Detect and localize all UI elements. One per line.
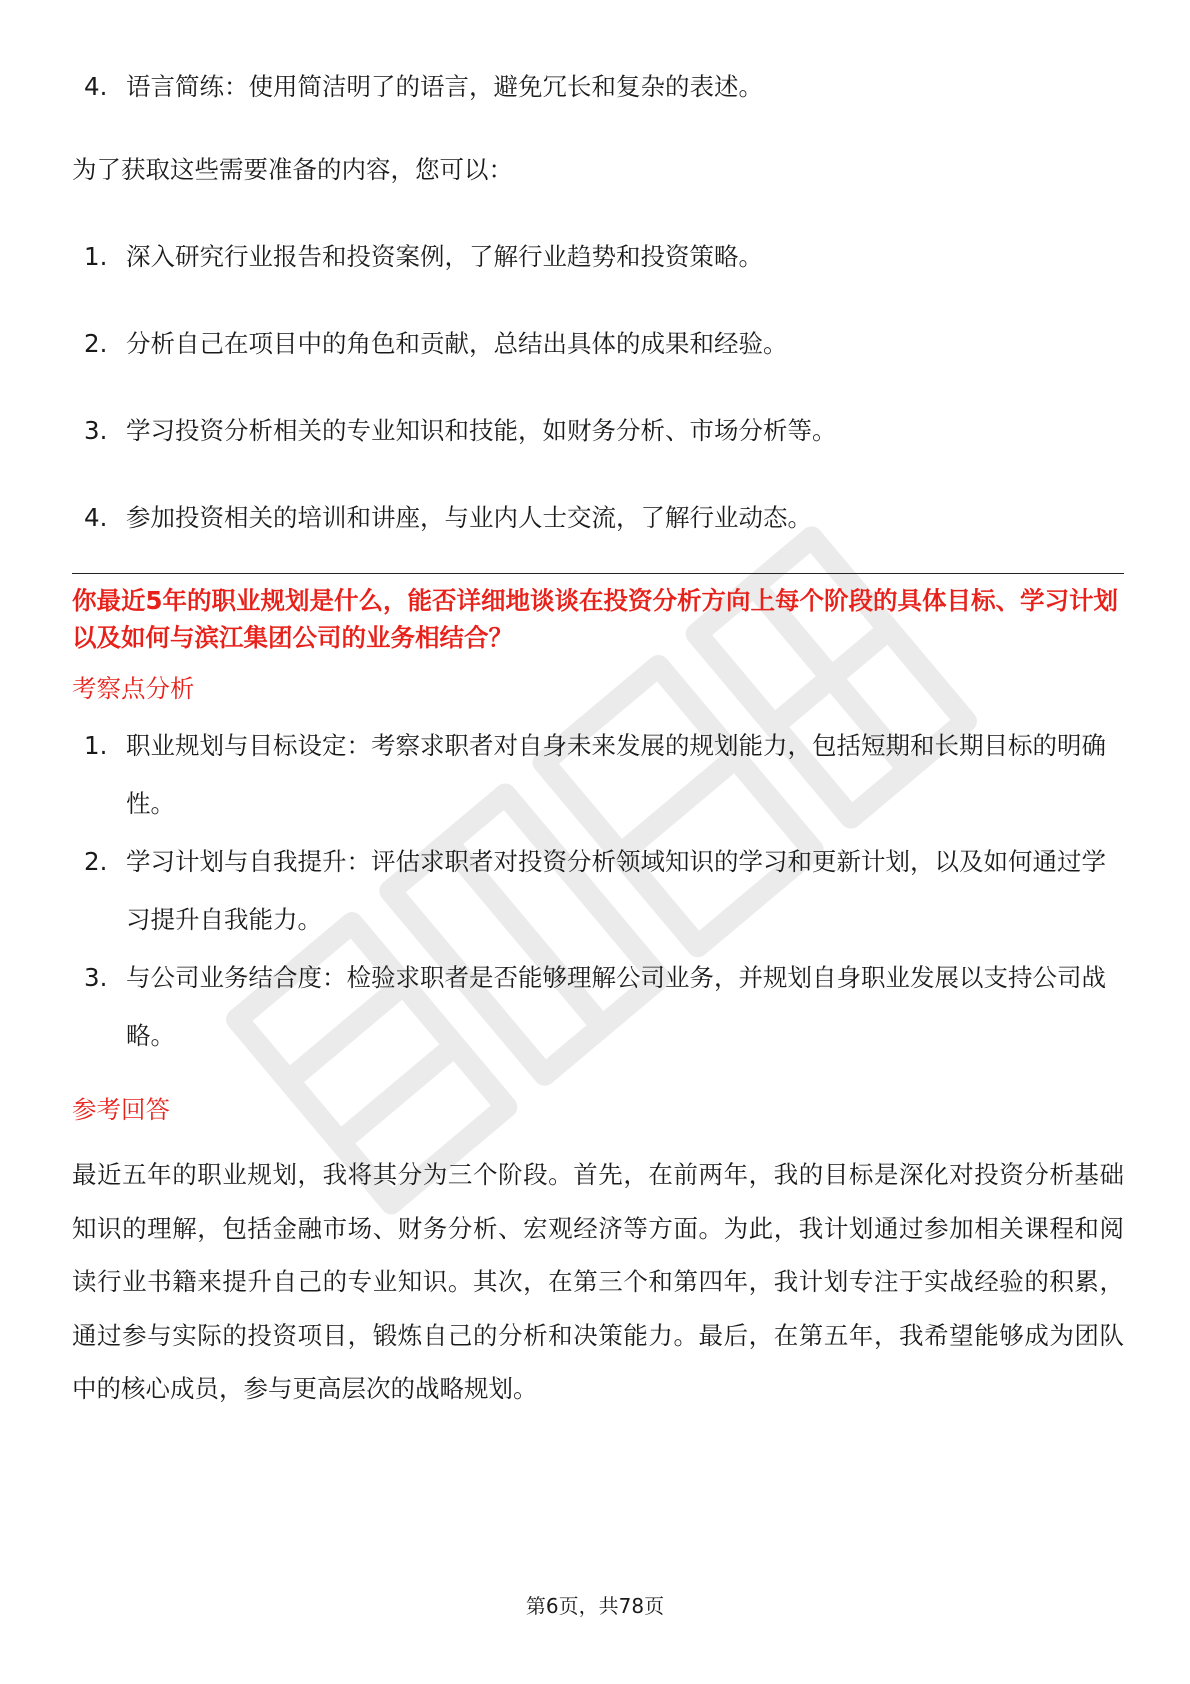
list-item: [72, 58, 1124, 116]
preparation-list: [72, 228, 1124, 547]
list-number: 2.: [84, 847, 108, 876]
list-number: 1.: [84, 242, 108, 271]
list-item: [72, 949, 1124, 1065]
list-text: 与公司业务结合度：检验求职者是否能够理解公司业务，并规划自身职业发展以支持公司战略。: [126, 963, 1106, 1050]
list-number: 3.: [84, 963, 108, 992]
list-number: 4.: [84, 503, 108, 532]
previous-list: [72, 58, 1124, 116]
list-text: 职业规划与目标设定：考察求职者对自身未来发展的规划能力，包括短期和长期目标的明确性。: [126, 731, 1106, 818]
list-item: [72, 717, 1124, 833]
page-footer: 第6页，共78页: [525, 1594, 665, 1618]
list-item: [72, 402, 1124, 460]
intro-text: 为了获取这些需要准备的内容，您可以：: [72, 155, 513, 184]
list-number: 4.: [84, 72, 108, 101]
list-text: 深入研究行业报告和投资案例，了解行业趋势和投资策略。: [126, 242, 763, 271]
section-divider: [72, 573, 1124, 574]
analysis-heading: 考察点分析: [72, 674, 195, 703]
list-number: 2.: [84, 329, 108, 358]
list-item: [72, 228, 1124, 286]
list-text: 参加投资相关的培训和讲座，与业内人士交流，了解行业动态。: [126, 503, 812, 532]
list-text: 分析自己在项目中的角色和贡献，总结出具体的成果和经验。: [126, 329, 788, 358]
content-area: [72, 58, 1124, 1416]
list-text: 学习计划与自我提升：评估求职者对投资分析领域知识的学习和更新计划，以及如何通过学习提升自我能力。: [126, 847, 1106, 934]
list-number: 3.: [84, 416, 108, 445]
list-item: [72, 833, 1124, 949]
analysis-list: [72, 717, 1124, 1065]
list-item: [72, 489, 1124, 547]
list-text: 语言简练：使用简洁明了的语言，避免冗长和复杂的表述。: [126, 72, 763, 101]
interview-question: 你最近5年的职业规划是什么，能否详细地谈谈在投资分析方向上每个阶段的具体目标、学习计划以及如何与滨江集团公司的业务相结合？: [72, 586, 1119, 652]
answer-heading: 参考回答: [72, 1095, 170, 1124]
list-number: 1.: [84, 731, 108, 760]
answer-text: 最近五年的职业规划，我将其分为三个阶段。首先，在前两年，我的目标是深化对投资分析基础知识的理解，包括金融市场、财务分析、宏观经济等方面。为此，我计划通过参加相关课程和阅读行业书籍来提升自己的专业知识。其次，在第三个和第四年，我计划专注于实战经验的积累，通过参与实际的投资项目，锻炼自己的分析和决策能力。最后，在第五年，我希望能够成为团队中的核心成员，参与更高层次的战略规划。: [72, 1160, 1124, 1403]
list-text: 学习投资分析相关的专业知识和技能，如财务分析、市场分析等。: [126, 416, 837, 445]
list-item: [72, 315, 1124, 373]
